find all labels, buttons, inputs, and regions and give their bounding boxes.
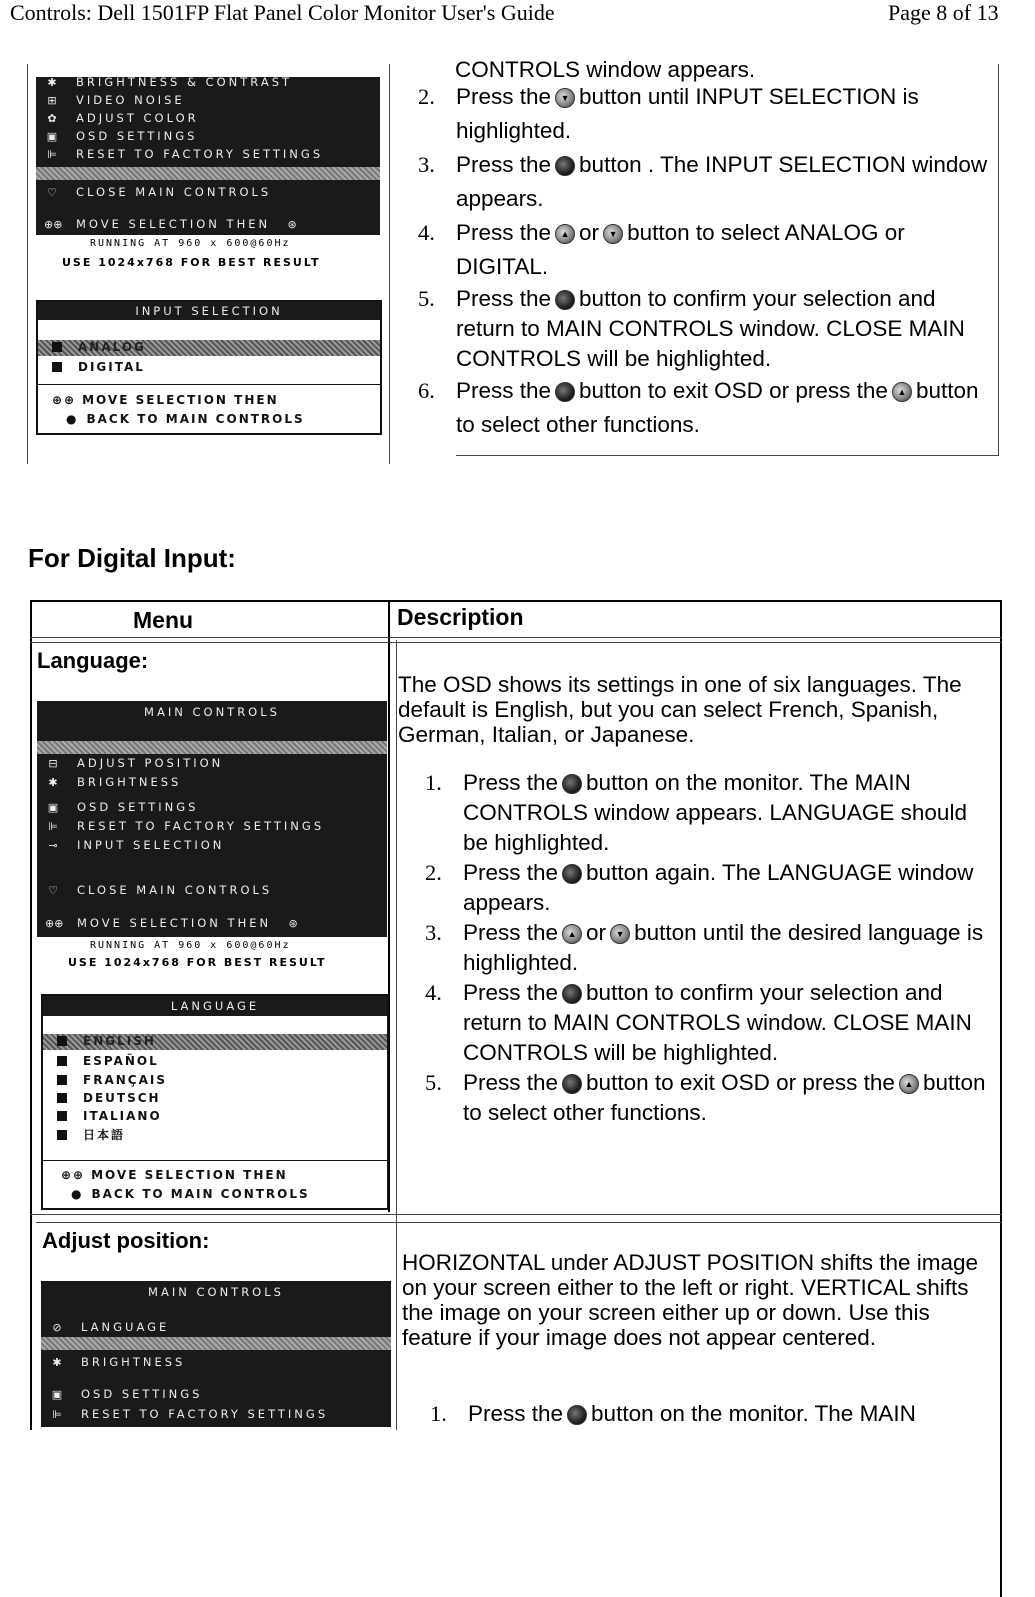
column-header-description: Description — [397, 604, 524, 630]
frame-line — [998, 64, 999, 456]
lang-icon — [57, 1075, 67, 1085]
option-italiano: ITALIANO — [83, 1109, 162, 1123]
osd-item-adjust-color: ADJUST COLOR — [76, 111, 199, 125]
adjust-description: HORIZONTAL under ADJUST POSITION shifts the image on your screen either to the left or right. VERTICAL shifts the image on your screen either up or down. Use this feature if your image does not appear centered. — [402, 1250, 979, 1350]
osd-close: CLOSE MAIN CONTROLS — [76, 185, 272, 199]
adjust-main-controls-osd — [41, 1281, 391, 1427]
osd-move: MOVE SELECTION THEN — [76, 217, 271, 231]
osd-move: MOVE SELECTION THEN — [77, 916, 272, 930]
osd-item-reset: RESET TO FACTORY SETTINGS — [81, 1407, 329, 1421]
step-4: 4. Press the button to confirm your selection and return to MAIN CONTROLS window. CLOSE MAIN CONTROLS will be highlighted. — [425, 980, 972, 1065]
page-number: Page 8 of 13 — [888, 0, 999, 25]
osd-settings-icon: ▣ — [47, 800, 59, 814]
osd-item-osd-settings: OSD SETTINGS — [77, 800, 199, 814]
reset-icon: ⊫ — [47, 147, 57, 161]
osd-item-reset: RESET TO FACTORY SETTINGS — [77, 819, 325, 833]
osd-status-running: RUNNING AT 960 x 600@60Hz — [90, 940, 291, 951]
osd-item-osd-settings: OSD SETTINGS — [81, 1387, 203, 1401]
analog-icon — [52, 342, 62, 352]
option-japanese: 日本語 — [83, 1128, 126, 1142]
osd-item-brightness: BRIGHTNESS & CONTRAST — [76, 75, 293, 89]
digital-icon — [52, 362, 62, 372]
brightness-icon: ✱ — [52, 1355, 62, 1369]
footer-back: BACK TO MAIN CONTROLS — [86, 412, 305, 426]
top-step-list — [418, 80, 993, 442]
input-icon: ⊸ — [48, 838, 58, 852]
osd-item-reset: RESET TO FACTORY SETTINGS — [76, 147, 324, 161]
table-header-line — [30, 637, 1002, 638]
lang-icon — [57, 1036, 67, 1046]
lang-icon — [57, 1093, 67, 1103]
lang-icon — [57, 1056, 67, 1066]
osd-status-running: RUNNING AT 960 x 600@60Hz — [90, 238, 291, 249]
option-english: ENGLISH — [83, 1034, 156, 1048]
step-1: 1. Press the button on the monitor. The MAIN CONTROLS window appears. LANGUAGE should be highlighted. — [425, 770, 967, 855]
table-border-left — [30, 600, 32, 1430]
frame-line — [456, 455, 998, 456]
highlight-bar — [36, 167, 380, 180]
video-noise-icon: ⊞ — [47, 93, 57, 107]
osd-status-best: USE 1024x768 FOR BEST RESULT — [68, 956, 327, 969]
language-title: LANGUAGE — [43, 996, 387, 1016]
up-button-icon: ▲ — [899, 1074, 919, 1094]
brightness-icon: ✱ — [48, 775, 58, 789]
column-header-menu: Menu — [133, 607, 194, 633]
osd-item-brightness: BRIGHTNESS — [81, 1355, 186, 1369]
close-icon: ♡ — [48, 883, 58, 897]
step-3: 3. Press the button . The INPUT SELECTION window appears. — [418, 152, 988, 211]
divider — [43, 1160, 387, 1161]
language-main-controls-osd — [37, 701, 387, 937]
menu-button-icon — [555, 156, 575, 176]
menu-button-icon: ● — [66, 412, 79, 426]
step-lead: CONTROLS window appears. — [455, 57, 756, 82]
table-row-line — [36, 1222, 1002, 1223]
position-icon: ⊟ — [48, 756, 58, 770]
step-5: 5. Press the button to exit OSD or press the ▲ button to select other functions. — [425, 1070, 986, 1125]
osd-item-language: LANGUAGE — [81, 1320, 170, 1334]
osd-close: CLOSE MAIN CONTROLS — [77, 883, 273, 897]
arrows-icon: ⊕⊕ — [45, 916, 64, 930]
osd-title: MAIN CONTROLS — [148, 1285, 284, 1299]
osd-item-input-selection: INPUT SELECTION — [77, 838, 225, 852]
osd-item-brightness: BRIGHTNESS — [77, 775, 182, 789]
footer-move: MOVE SELECTION THEN — [82, 393, 279, 407]
step-1: 1. Press the button on the monitor. The MAIN — [430, 1401, 916, 1426]
osd-title: MAIN CONTROLS — [144, 705, 280, 719]
menu-button-icon — [555, 382, 575, 402]
down-button-icon: ▼ — [603, 224, 623, 244]
down-button-icon: ▼ — [555, 88, 575, 108]
footer-move: MOVE SELECTION THEN — [91, 1168, 288, 1182]
highlight-bar — [37, 741, 387, 754]
row-label-language: Language: — [37, 648, 149, 673]
osd-settings-icon: ▣ — [51, 1387, 63, 1401]
menu-button-icon — [567, 1405, 587, 1425]
section-title: For Digital Input: — [28, 543, 236, 573]
input-selection-title: INPUT SELECTION — [38, 302, 380, 320]
menu-button-icon: ● — [71, 1187, 84, 1201]
osd-item-osd-settings: OSD SETTINGS — [76, 129, 198, 143]
table-border-right — [1000, 600, 1002, 1597]
close-icon: ♡ — [47, 185, 57, 199]
highlight-bar — [41, 1337, 391, 1350]
main-controls-osd — [36, 77, 380, 235]
osd-item-video-noise: VIDEO NOISE — [76, 93, 185, 107]
table-divider — [396, 640, 397, 1430]
language-osd — [41, 994, 389, 1210]
footer-back: BACK TO MAIN CONTROLS — [91, 1187, 310, 1201]
up-button-icon: ▲ — [555, 224, 575, 244]
step-2: 2. Press the ▼ button until INPUT SELECTION is highlighted. — [418, 84, 919, 143]
lang-icon — [57, 1111, 67, 1121]
table-row-line — [30, 1214, 1002, 1215]
step-3: 3. Press the ▲ or ▼ button until the desired language is highlighted. — [425, 920, 984, 975]
option-digital: DIGITAL — [78, 360, 145, 374]
table-header-line — [30, 642, 1002, 643]
language-icon: ⊘ — [52, 1320, 62, 1334]
frame-line — [389, 64, 390, 464]
osd-settings-icon: ▣ — [46, 129, 58, 143]
menu-button-icon — [562, 1074, 582, 1094]
lang-icon — [57, 1130, 67, 1140]
row-label-adjust-position: Adjust position: — [42, 1228, 210, 1253]
step-5: 5. Press the button to confirm your selection and return to MAIN CONTROLS window. CLOSE MAIN CONTROLS will be highlighted. — [418, 286, 965, 371]
down-button-icon: ▼ — [610, 924, 630, 944]
option-deutsch: DEUTSCH — [83, 1091, 161, 1105]
input-selection-osd — [36, 300, 382, 435]
reset-icon: ⊫ — [52, 1407, 62, 1421]
step-4: 4. Press the ▲ or ▼ button to select ANALOG or DIGITAL. — [418, 220, 905, 279]
up-button-icon: ▲ — [892, 382, 912, 402]
adjust-step-list — [430, 1398, 995, 1430]
step-6: 6. Press the button to exit OSD or press the ▲ button to select other functions. — [418, 378, 979, 437]
frame-line — [27, 64, 28, 464]
menu-button-icon — [562, 774, 582, 794]
menu-icon: ⊛ — [288, 916, 298, 930]
option-francais: FRANÇAIS — [83, 1073, 167, 1087]
step-2: 2. Press the button again. The LANGUAGE window appears. — [425, 860, 974, 915]
arrows-icon: ⊕⊕ — [52, 393, 77, 407]
option-analog: ANALOG — [78, 340, 146, 354]
menu-button-icon — [562, 864, 582, 884]
arrows-icon: ⊕⊕ — [61, 1168, 86, 1182]
reset-icon: ⊫ — [48, 819, 58, 833]
divider — [38, 384, 380, 385]
osd-status-best: USE 1024x768 FOR BEST RESULT — [62, 256, 321, 269]
menu-button-icon — [555, 290, 575, 310]
osd-item-adjust-position: ADJUST POSITION — [77, 756, 224, 770]
up-button-icon: ▲ — [562, 924, 582, 944]
menu-icon: ⊛ — [287, 217, 297, 231]
brightness-icon: ✱ — [47, 75, 57, 89]
menu-button-icon — [562, 984, 582, 1004]
language-description: The OSD shows its settings in one of six languages. The default is English, but you can select French, Spanish, German, Italian, or Japanese. — [398, 672, 962, 747]
arrows-icon: ⊕⊕ — [44, 217, 63, 231]
color-icon: ✿ — [47, 111, 57, 125]
option-espanol: ESPAÑOL — [83, 1054, 159, 1068]
language-step-list — [425, 768, 995, 1128]
page-header-title: Controls: Dell 1501FP Flat Panel Color Monitor User's Guide — [10, 0, 555, 25]
table-border-top — [30, 600, 1002, 602]
